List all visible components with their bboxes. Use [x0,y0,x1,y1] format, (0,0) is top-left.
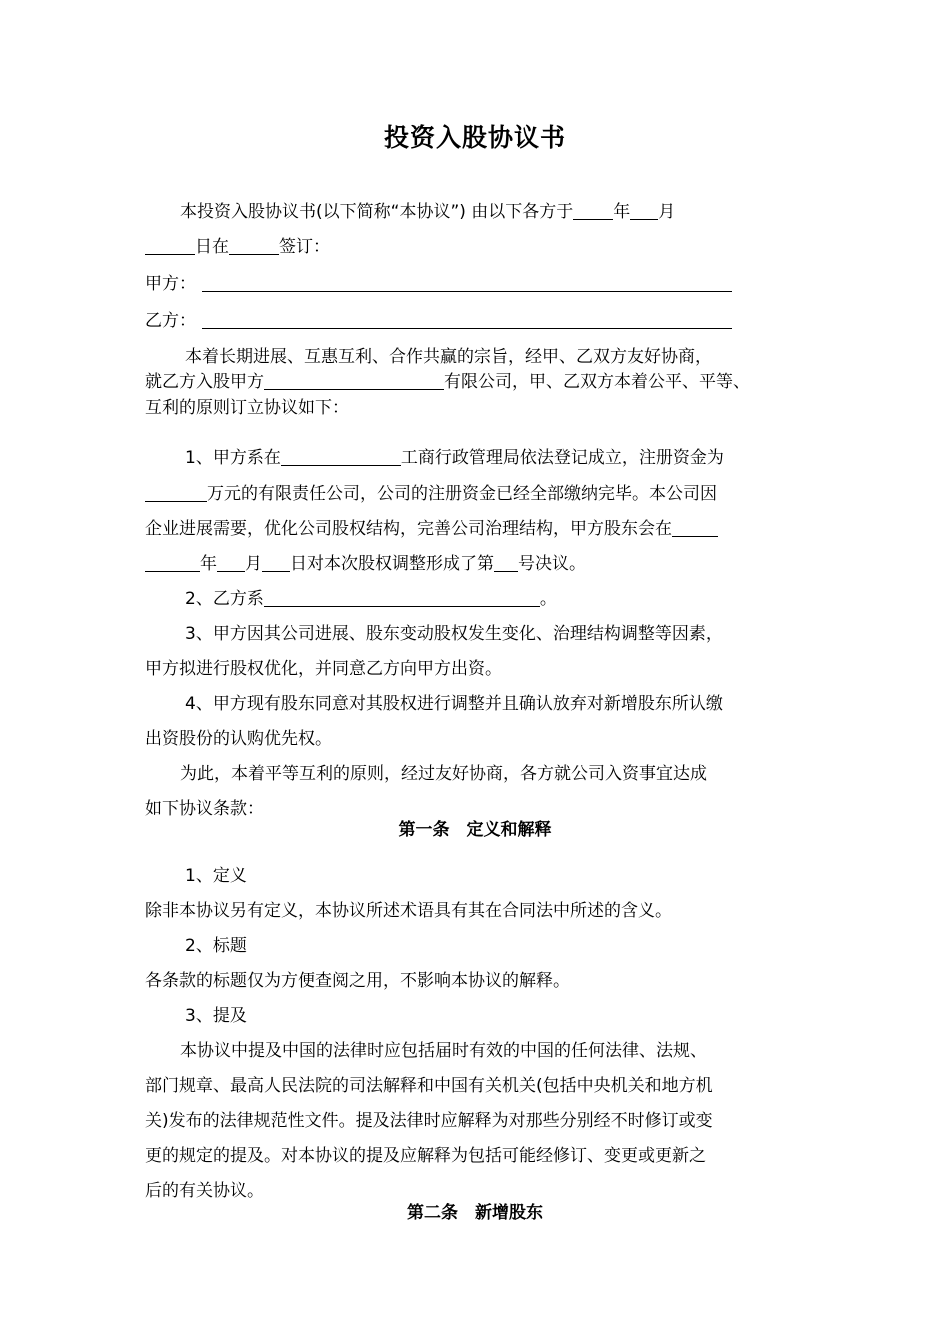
intro-line-1: 本投资入股协议书(以下简称“本协议”) 由以下各方于 年 月 [180,202,676,222]
item4-line-2: 出资股份的认购优先权。 [145,729,332,749]
year-blank [573,201,613,220]
place-blank [229,236,279,255]
company-name-blank [264,371,444,390]
article1-section3-line-2: 部门规章、最高人民法院的司法解释和中国有关机关(包括中央机关和地方机 [145,1076,713,1096]
party-b-description-blank [264,588,540,607]
party-b-blank [202,310,732,329]
article1-section1-title: 1、定义 [185,866,247,886]
meeting-day-blank [262,553,290,572]
capital-blank [145,483,207,502]
item1-line-3: 企业进展需要，优化公司股权结构，完善公司治理结构，甲方股东会在 [145,517,718,541]
party-a-blank [202,273,732,292]
meeting-year-blank-a [672,518,718,537]
item1-line-1: 1、甲方系在 工商行政管理局依法登记成立，注册资金为 [185,448,724,468]
meeting-year-blank-b [145,553,200,572]
intro-line-2: 日在 签订： [145,235,330,259]
article2-heading: 第二条 新增股东 [407,1203,543,1223]
article1-section3-line-1: 本协议中提及中国的法律时应包括届时有效的中国的任何法律、法规、 [180,1041,707,1061]
preamble-line-1: 本着长期进展、互惠互利、合作共赢的宗旨，经甲、乙双方友好协商， [185,347,712,367]
item3-line-1: 3、甲方因其公司进展、股东变动股权发生变化、治理结构调整等因素， [185,624,723,644]
article1-section2-title: 2、标题 [185,936,247,956]
article1-section2-text: 各条款的标题仅为方便查阅之用，不影响本协议的解释。 [145,971,570,991]
item4-line-1: 4、甲方现有股东同意对其股权进行调整并且确认放弃对新增股东所认缴 [185,694,723,714]
day-blank [145,236,195,255]
document-title: 投资入股协议书 [383,123,566,152]
party-a-line: 甲方： [145,272,732,296]
month-blank [630,201,658,220]
resolution-number-blank [494,553,518,572]
preamble-line-2: 就乙方入股甲方 有限公司，甲、乙双方本着公平、平等、 [145,372,750,392]
closing-line-2: 如下协议条款： [145,799,264,819]
closing-line-1: 为此，本着平等互利的原则，经过友好协商，各方就公司入资事宜达成 [180,764,707,784]
article1-heading: 第一条 定义和解释 [398,820,552,840]
article1-section3-line-5: 后的有关协议。 [145,1181,264,1201]
article1-section3-title: 3、提及 [185,1006,247,1026]
article1-section3-line-3: 关)发布的法律规范性文件。提及法律时应解释为对那些分别经不时修订或变 [145,1111,713,1131]
item1-line-2: 万元的有限责任公司，公司的注册资金已经全部缴纳完毕。本公司因 [145,482,717,506]
item1-line-4: 年 月 日对本次股权调整形成了第 号决议。 [145,552,586,576]
item3-line-2: 甲方拟进行股权优化，并同意乙方向甲方出资。 [145,659,502,679]
item2-line: 2、乙方系 。 [185,589,557,609]
article1-section3-line-4: 更的规定的提及。对本协议的提及应解释为包括可能经修订、变更或更新之 [145,1146,706,1166]
registry-blank [281,447,401,466]
preamble-line-3: 互利的原则订立协议如下： [145,398,349,418]
party-b-line: 乙方： [145,309,732,333]
article1-section1-text: 除非本协议另有定义，本协议所述术语具有其在合同法中所述的含义。 [145,901,672,921]
meeting-month-blank [217,553,245,572]
